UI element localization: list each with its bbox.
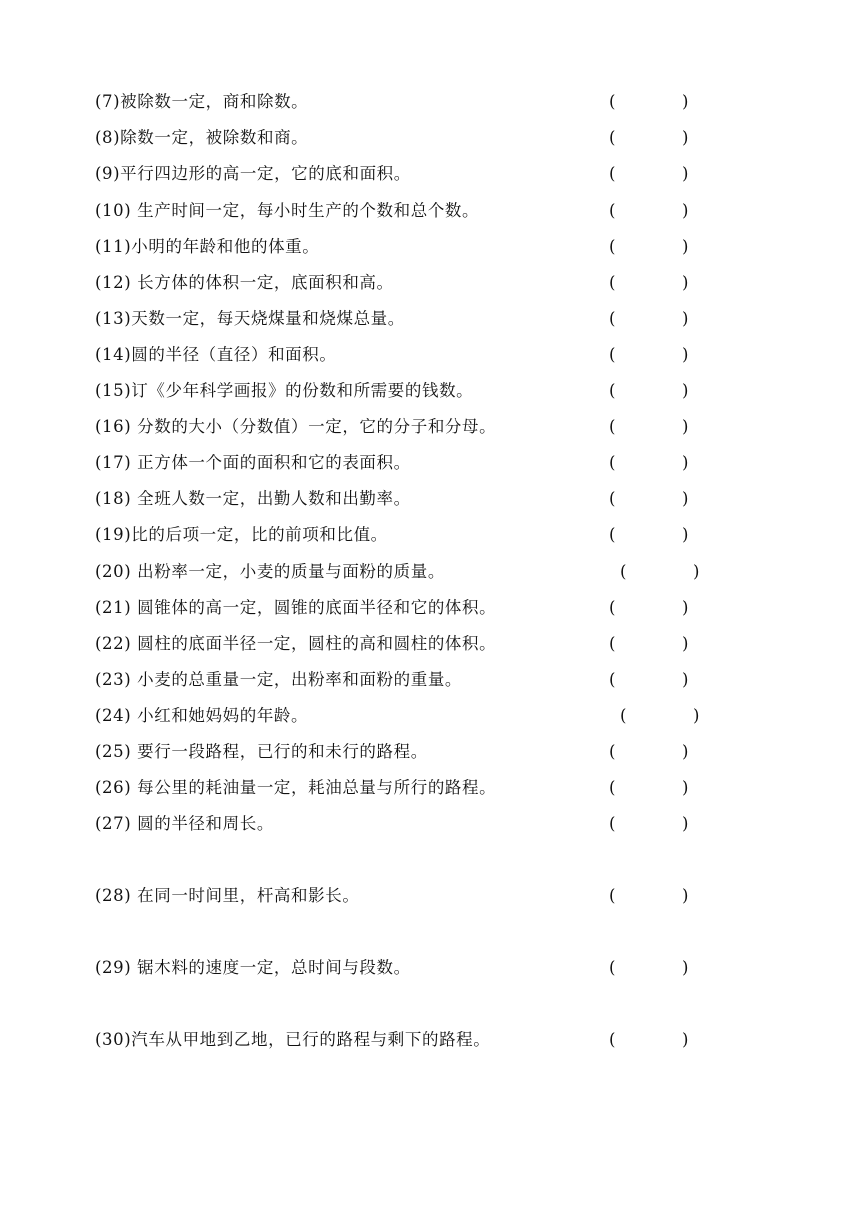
- right-paren: ): [692, 706, 700, 725]
- answer-blank[interactable]: [625, 953, 673, 983]
- right-paren: ): [681, 1030, 689, 1049]
- left-paren: (: [609, 1030, 617, 1049]
- question-row: [95, 809, 715, 839]
- answer-parentheses[interactable]: [609, 629, 689, 659]
- answer-parentheses[interactable]: [609, 376, 689, 406]
- answer-parentheses[interactable]: [609, 448, 689, 478]
- question-text: (17) 正方体一个面的面积和它的表面积。: [95, 453, 411, 472]
- right-paren: ): [681, 886, 689, 905]
- question-row: [95, 304, 715, 334]
- left-paren: (: [609, 670, 617, 689]
- right-paren: ): [692, 562, 700, 581]
- answer-blank[interactable]: [625, 340, 673, 370]
- left-paren: (: [609, 237, 617, 256]
- left-paren: (: [609, 525, 617, 544]
- question-text: (15)订《少年科学画报》的份数和所需要的钱数。: [95, 381, 474, 400]
- right-paren: ): [681, 814, 689, 833]
- answer-parentheses[interactable]: [609, 196, 689, 226]
- left-paren: (: [609, 273, 617, 292]
- right-paren: ): [681, 525, 689, 544]
- question-text: (10) 生产时间一定，每小时生产的个数和总个数。: [95, 201, 480, 220]
- right-paren: ): [681, 164, 689, 183]
- left-paren: (: [609, 164, 617, 183]
- question-row: [95, 268, 715, 298]
- question-text: (18) 全班人数一定，出勤人数和出勤率。: [95, 489, 411, 508]
- left-paren: (: [620, 562, 628, 581]
- answer-parentheses[interactable]: [609, 123, 689, 153]
- answer-parentheses[interactable]: [609, 340, 689, 370]
- answer-parentheses[interactable]: [609, 484, 689, 514]
- question-row: [95, 87, 715, 117]
- question-text: (24) 小红和她妈妈的年龄。: [95, 706, 309, 725]
- answer-blank[interactable]: [625, 159, 673, 189]
- question-row: [95, 953, 715, 983]
- left-paren: (: [609, 958, 617, 977]
- right-paren: ): [681, 634, 689, 653]
- question-row: [95, 737, 715, 767]
- right-paren: ): [681, 273, 689, 292]
- answer-parentheses[interactable]: [609, 159, 689, 189]
- answer-parentheses[interactable]: [609, 737, 689, 767]
- left-paren: (: [609, 381, 617, 400]
- question-row: [95, 773, 715, 803]
- answer-blank[interactable]: [625, 629, 673, 659]
- left-paren: (: [609, 345, 617, 364]
- left-paren: (: [609, 92, 617, 111]
- right-paren: ): [681, 958, 689, 977]
- question-row: [95, 123, 715, 153]
- answer-parentheses[interactable]: [609, 881, 689, 911]
- question-row: [95, 412, 715, 442]
- left-paren: (: [609, 201, 617, 220]
- answer-blank[interactable]: [625, 304, 673, 334]
- answer-blank[interactable]: [625, 87, 673, 117]
- question-row: [95, 376, 715, 406]
- answer-blank[interactable]: [625, 665, 673, 695]
- question-text: (11)小明的年龄和他的体重。: [95, 237, 320, 256]
- question-text: (21) 圆锥体的高一定，圆锥的底面半径和它的体积。: [95, 598, 497, 617]
- question-text: (8)除数一定，被除数和商。: [95, 128, 309, 147]
- left-paren: (: [609, 886, 617, 905]
- right-paren: ): [681, 670, 689, 689]
- answer-blank[interactable]: [625, 376, 673, 406]
- answer-blank[interactable]: [625, 484, 673, 514]
- left-paren: (: [609, 598, 617, 617]
- left-paren: (: [609, 309, 617, 328]
- answer-parentheses[interactable]: [609, 773, 689, 803]
- answer-parentheses[interactable]: [609, 412, 689, 442]
- question-text: (26) 每公里的耗油量一定，耗油总量与所行的路程。: [95, 778, 497, 797]
- right-paren: ): [681, 453, 689, 472]
- answer-parentheses[interactable]: [609, 232, 689, 262]
- left-paren: (: [609, 128, 617, 147]
- answer-parentheses[interactable]: [609, 1025, 689, 1055]
- question-row: [95, 484, 715, 514]
- answer-blank[interactable]: [625, 412, 673, 442]
- question-row: [95, 881, 715, 911]
- answer-blank[interactable]: [625, 448, 673, 478]
- right-paren: ): [681, 489, 689, 508]
- question-text: (28) 在同一时间里，杆高和影长。: [95, 886, 360, 905]
- question-row: [95, 557, 715, 587]
- answer-parentheses[interactable]: [609, 268, 689, 298]
- answer-blank[interactable]: [625, 1025, 673, 1055]
- left-paren: (: [620, 706, 628, 725]
- right-paren: ): [681, 778, 689, 797]
- answer-blank[interactable]: [625, 881, 673, 911]
- question-row: [95, 520, 715, 550]
- question-text: (13)天数一定，每天烧煤量和烧煤总量。: [95, 309, 405, 328]
- right-paren: ): [681, 381, 689, 400]
- question-row: [95, 340, 715, 370]
- question-row: [95, 159, 715, 189]
- answer-blank[interactable]: [625, 268, 673, 298]
- question-text: (9)平行四边形的高一定，它的底和面积。: [95, 164, 411, 183]
- left-paren: (: [609, 814, 617, 833]
- question-row: [95, 1025, 715, 1055]
- right-paren: ): [681, 345, 689, 364]
- question-text: (23) 小麦的总重量一定，出粉率和面粉的重量。: [95, 670, 463, 689]
- answer-blank[interactable]: [625, 593, 673, 623]
- question-text: (7)被除数一定，商和除数。: [95, 92, 309, 111]
- answer-parentheses[interactable]: [609, 809, 689, 839]
- right-paren: ): [681, 417, 689, 436]
- answer-parentheses[interactable]: [609, 665, 689, 695]
- answer-blank[interactable]: [625, 123, 673, 153]
- question-row: [95, 629, 715, 659]
- answer-blank[interactable]: [625, 809, 673, 839]
- question-text: (20) 出粉率一定，小麦的质量与面粉的质量。: [95, 562, 445, 581]
- question-text: (12) 长方体的体积一定，底面积和高。: [95, 273, 394, 292]
- answer-parentheses[interactable]: [609, 953, 689, 983]
- right-paren: ): [681, 92, 689, 111]
- question-row: [95, 448, 715, 478]
- answer-blank[interactable]: [625, 520, 673, 550]
- question-text: (19)比的后项一定，比的前项和比值。: [95, 525, 388, 544]
- left-paren: (: [609, 742, 617, 761]
- question-text: (16) 分数的大小（分数值）一定，它的分子和分母。: [95, 417, 497, 436]
- question-row: [95, 701, 715, 731]
- answer-blank[interactable]: [636, 701, 684, 731]
- answer-blank[interactable]: [625, 737, 673, 767]
- question-row: [95, 196, 715, 226]
- question-row: [95, 232, 715, 262]
- answer-blank[interactable]: [625, 196, 673, 226]
- right-paren: ): [681, 309, 689, 328]
- left-paren: (: [609, 489, 617, 508]
- right-paren: ): [681, 128, 689, 147]
- answer-parentheses[interactable]: [620, 701, 700, 731]
- question-text: (30)汽车从甲地到乙地，已行的路程与剩下的路程。: [95, 1030, 491, 1049]
- left-paren: (: [609, 778, 617, 797]
- left-paren: (: [609, 453, 617, 472]
- left-paren: (: [609, 634, 617, 653]
- answer-parentheses[interactable]: [609, 304, 689, 334]
- question-text: (22) 圆柱的底面半径一定，圆柱的高和圆柱的体积。: [95, 634, 497, 653]
- right-paren: ): [681, 201, 689, 220]
- question-text: (27) 圆的半径和周长。: [95, 814, 274, 833]
- question-text: (29) 锯木料的速度一定，总时间与段数。: [95, 958, 411, 977]
- right-paren: ): [681, 742, 689, 761]
- right-paren: ): [681, 598, 689, 617]
- question-text: (25) 要行一段路程，已行的和未行的路程。: [95, 742, 428, 761]
- answer-parentheses[interactable]: [620, 557, 700, 587]
- left-paren: (: [609, 417, 617, 436]
- right-paren: ): [681, 237, 689, 256]
- answer-parentheses[interactable]: [609, 520, 689, 550]
- answer-parentheses[interactable]: [609, 593, 689, 623]
- answer-parentheses[interactable]: [609, 87, 689, 117]
- question-text: (14)圆的半径（直径）和面积。: [95, 345, 337, 364]
- question-row: [95, 665, 715, 695]
- answer-blank[interactable]: [625, 773, 673, 803]
- answer-blank[interactable]: [625, 232, 673, 262]
- question-row: [95, 593, 715, 623]
- answer-blank[interactable]: [636, 557, 684, 587]
